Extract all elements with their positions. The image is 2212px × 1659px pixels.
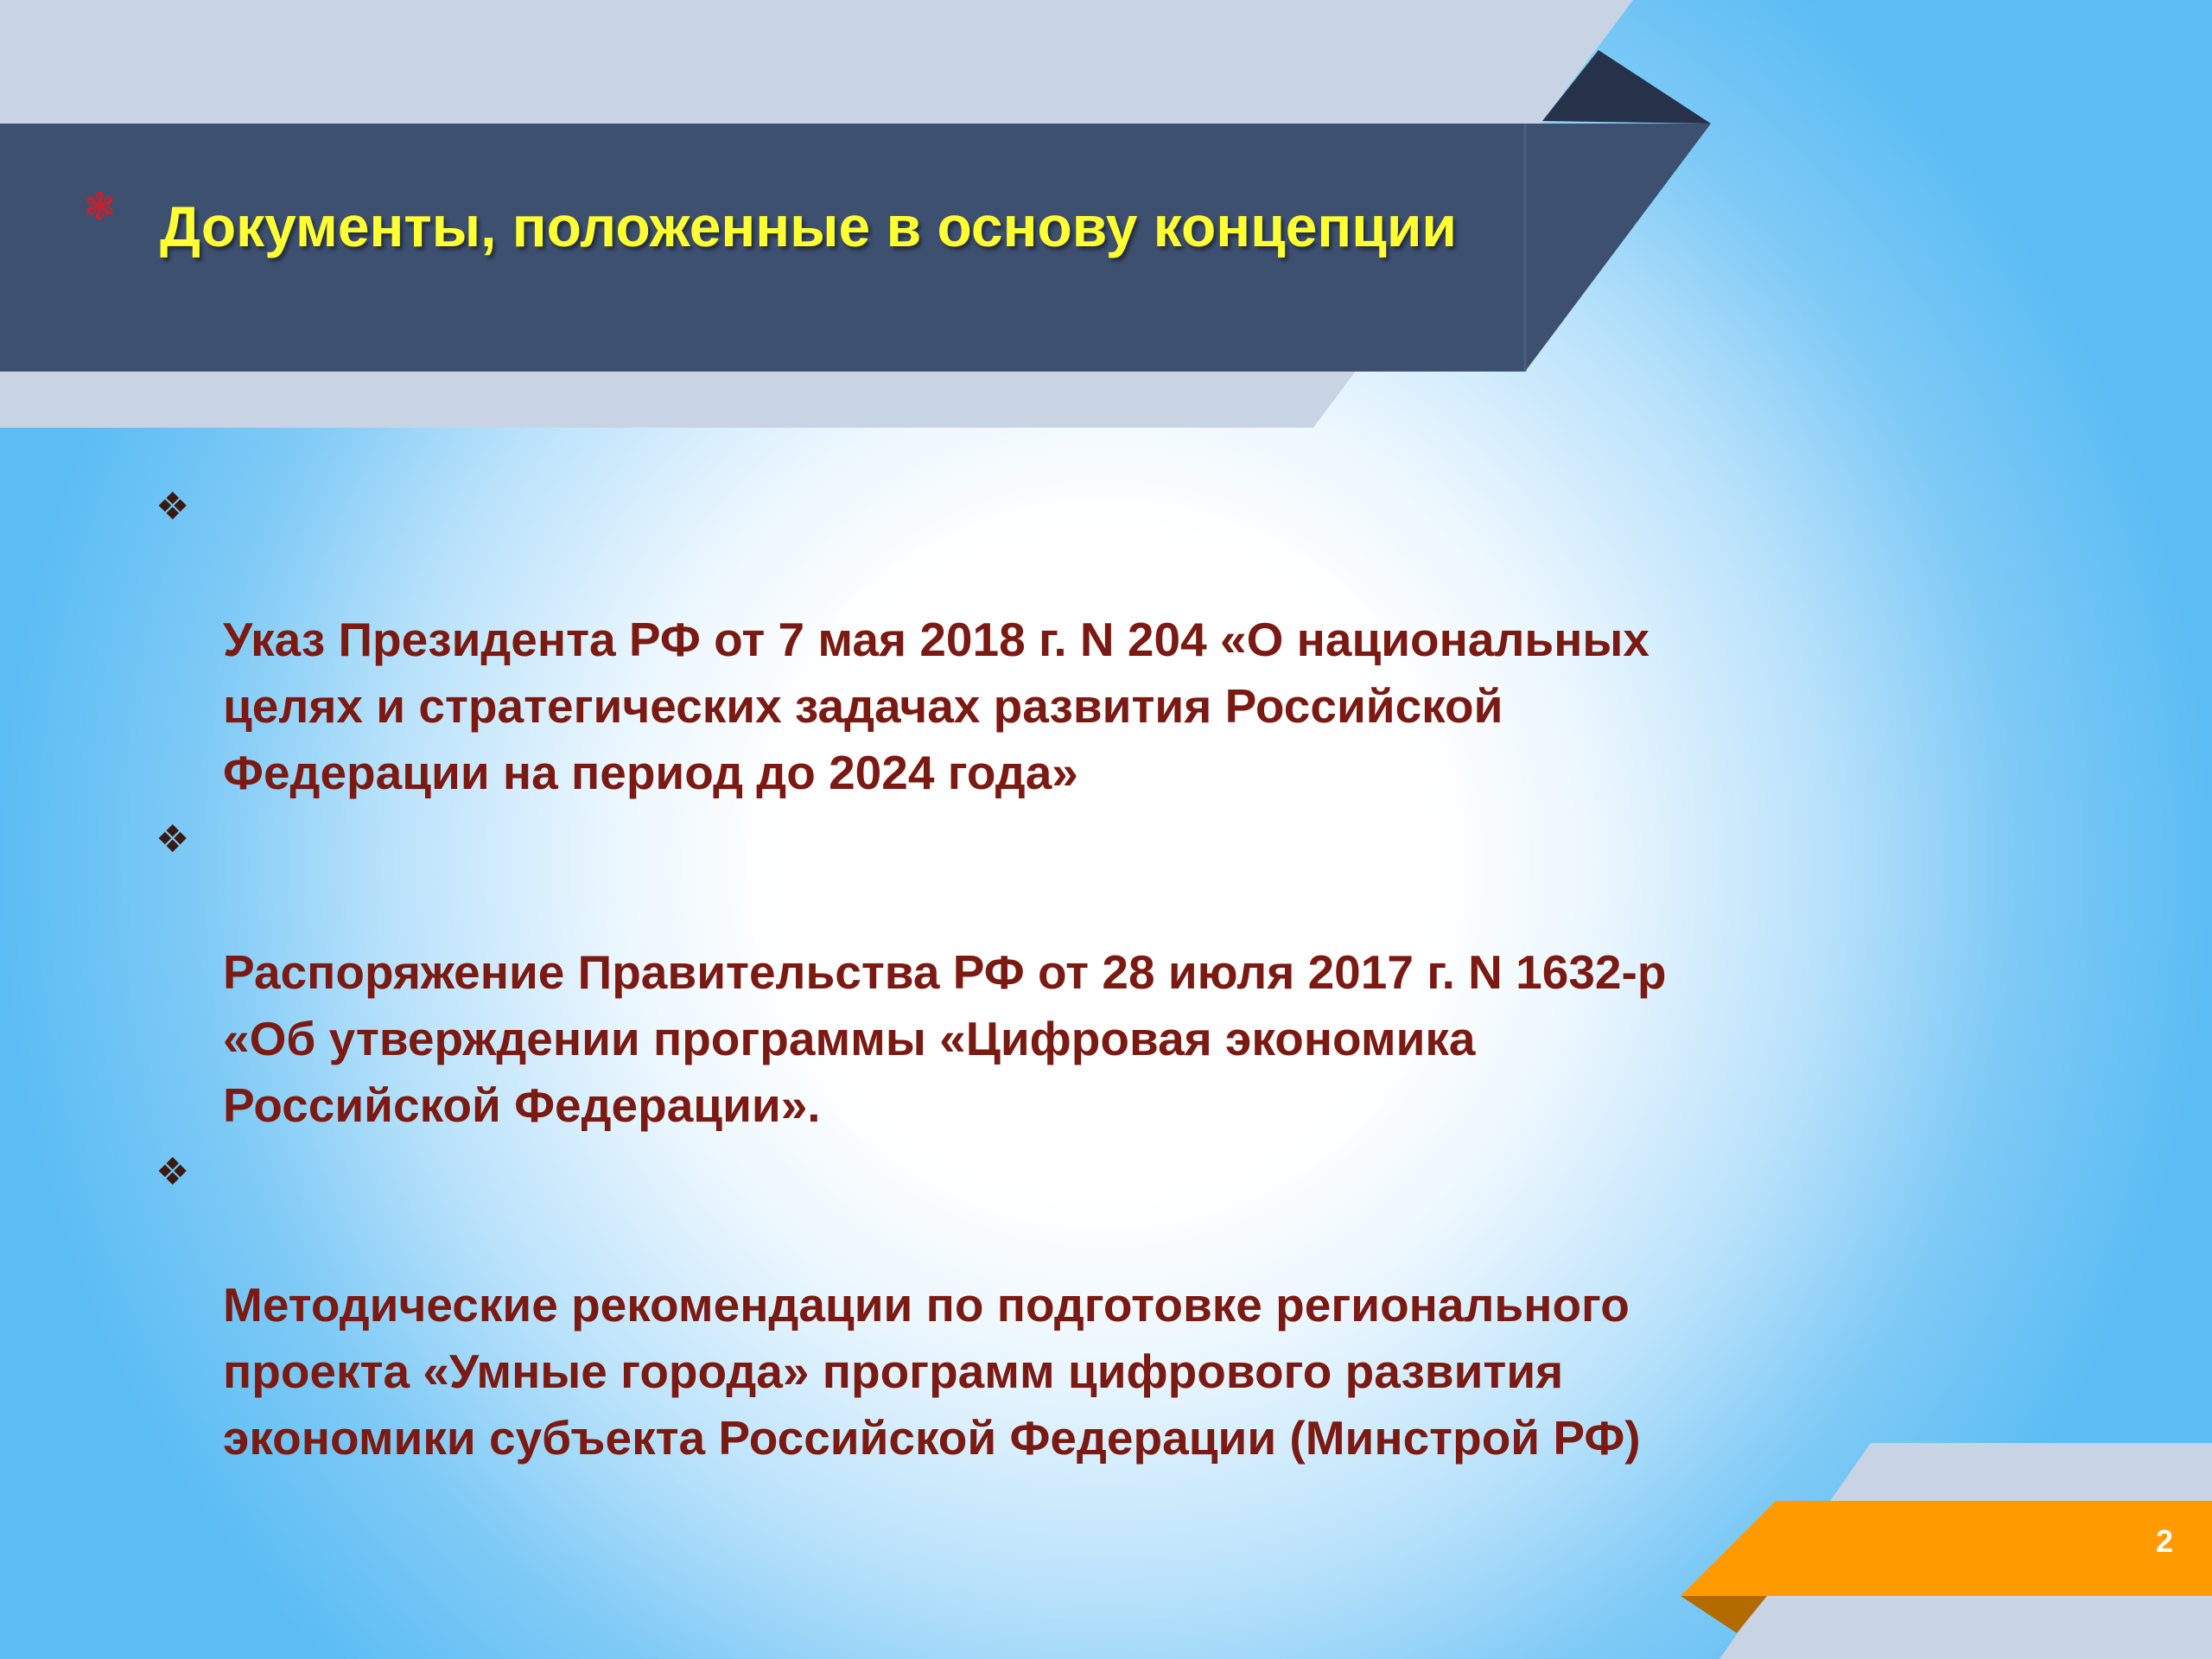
diamond-bullet-icon: ❖ xyxy=(156,818,190,861)
document-item xyxy=(156,806,1970,1139)
orange-band xyxy=(1681,1501,2212,1596)
document-item xyxy=(156,1139,1970,1471)
diamond-bullet-icon: ❖ xyxy=(156,1151,190,1193)
page-number: 2 xyxy=(2155,1523,2173,1559)
document-item-text: Указ Президента РФ от 7 мая 2018 г. N 204 «О национальных целях и стратегических задачах развития Российской Федерации на период до 2024 года» xyxy=(223,613,1649,799)
document-list xyxy=(156,474,1970,1471)
diamond-bullet-icon: ❖ xyxy=(156,486,190,528)
document-item xyxy=(156,474,1970,806)
title-bullet-icon: ❃ xyxy=(84,186,116,228)
slide-title: Документы, положенные в основу концепции xyxy=(160,194,1457,258)
document-item-text: Распоряжение Правительства РФ от 28 июля 2017 г. N 1632-р «Об утверждении программы «Цифровая экономика Российской Федерации». xyxy=(223,945,1667,1132)
document-item-text: Методические рекомендации по подготовке регионального проекта «Умные города» программ цифрового развития экономики субъекта Российской Федерации (Минстрой РФ) xyxy=(223,1278,1641,1465)
